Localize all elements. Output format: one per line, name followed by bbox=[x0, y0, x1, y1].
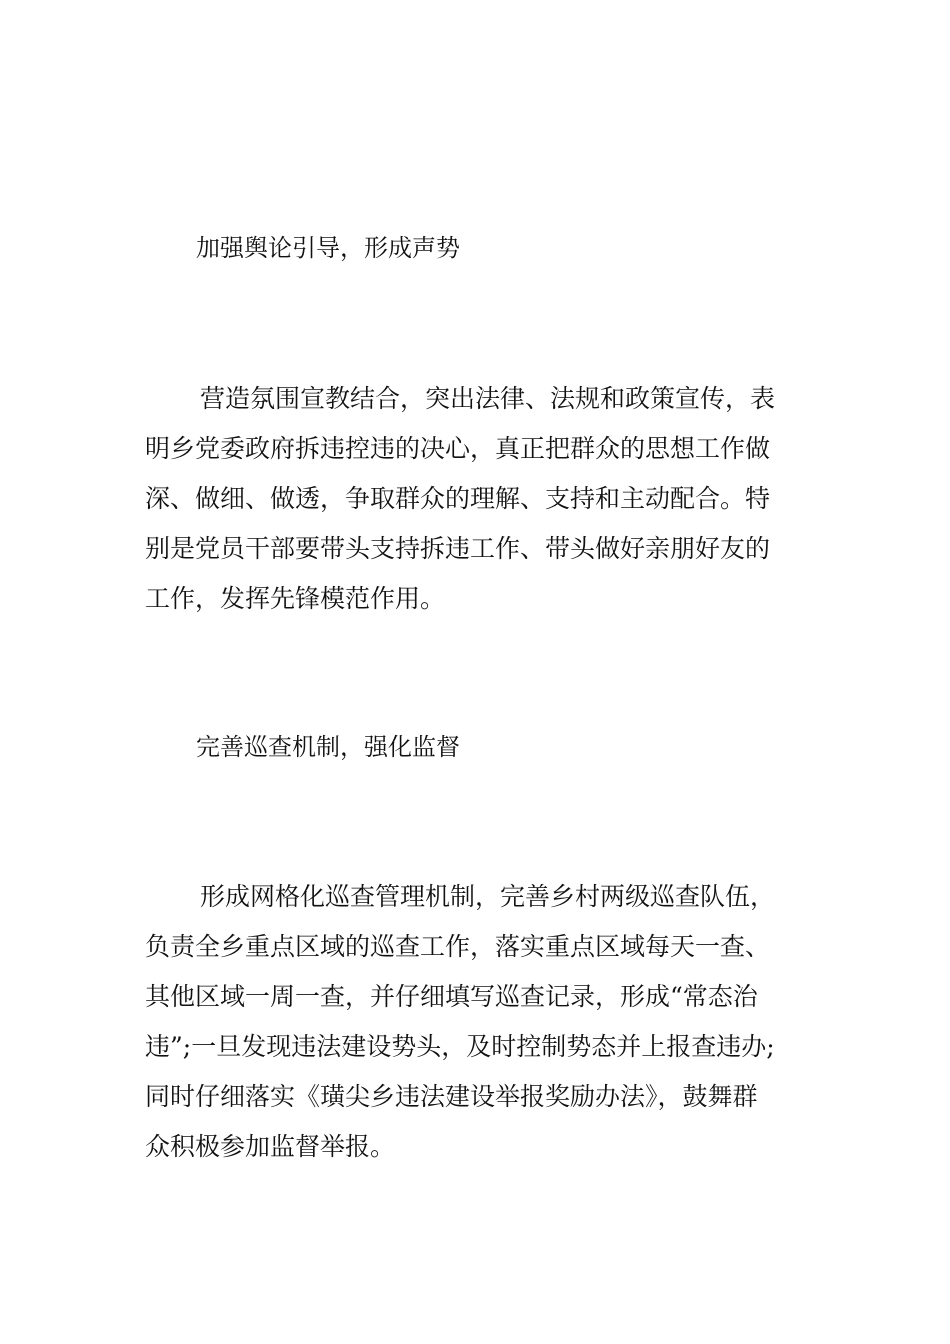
section-heading-public-opinion: 加强舆论引导，形成声势 bbox=[196, 234, 460, 262]
paragraph-line: 营造氛围宣教结合，突出法律、法规和政策宣传，表 bbox=[200, 384, 776, 413]
paragraph-line: 同时仔细落实《璜尖乡违法建设举报奖励办法》，鼓舞群 bbox=[145, 1082, 758, 1111]
section-heading-inspection: 完善巡查机制，强化监督 bbox=[196, 733, 460, 761]
paragraph-line: 其他区域一周一查，并仔细填写巡查记录，形成“常态治 bbox=[145, 982, 758, 1011]
paragraph-public-opinion bbox=[145, 374, 845, 624]
paragraph-inspection bbox=[145, 872, 845, 1172]
paragraph-line: 负责全乡重点区域的巡查工作，落实重点区域每天一查、 bbox=[145, 932, 771, 961]
paragraph-line: 别是党员干部要带头支持拆违工作、带头做好亲朋好友的 bbox=[145, 534, 771, 563]
paragraph-line: 形成网格化巡查管理机制，完善乡村两级巡查队伍， bbox=[200, 882, 776, 911]
paragraph-line: 明乡党委政府拆违控违的决心，真正把群众的思想工作做 bbox=[145, 434, 771, 463]
paragraph-line: 众积极参加监督举报。 bbox=[145, 1132, 396, 1161]
paragraph-line: 深、做细、做透，争取群众的理解、支持和主动配合。特 bbox=[145, 484, 771, 513]
paragraph-line: 违”;一旦发现违法建设势头，及时控制势态并上报查违办; bbox=[145, 1032, 775, 1061]
paragraph-line: 工作，发挥先锋模范作用。 bbox=[145, 584, 446, 613]
